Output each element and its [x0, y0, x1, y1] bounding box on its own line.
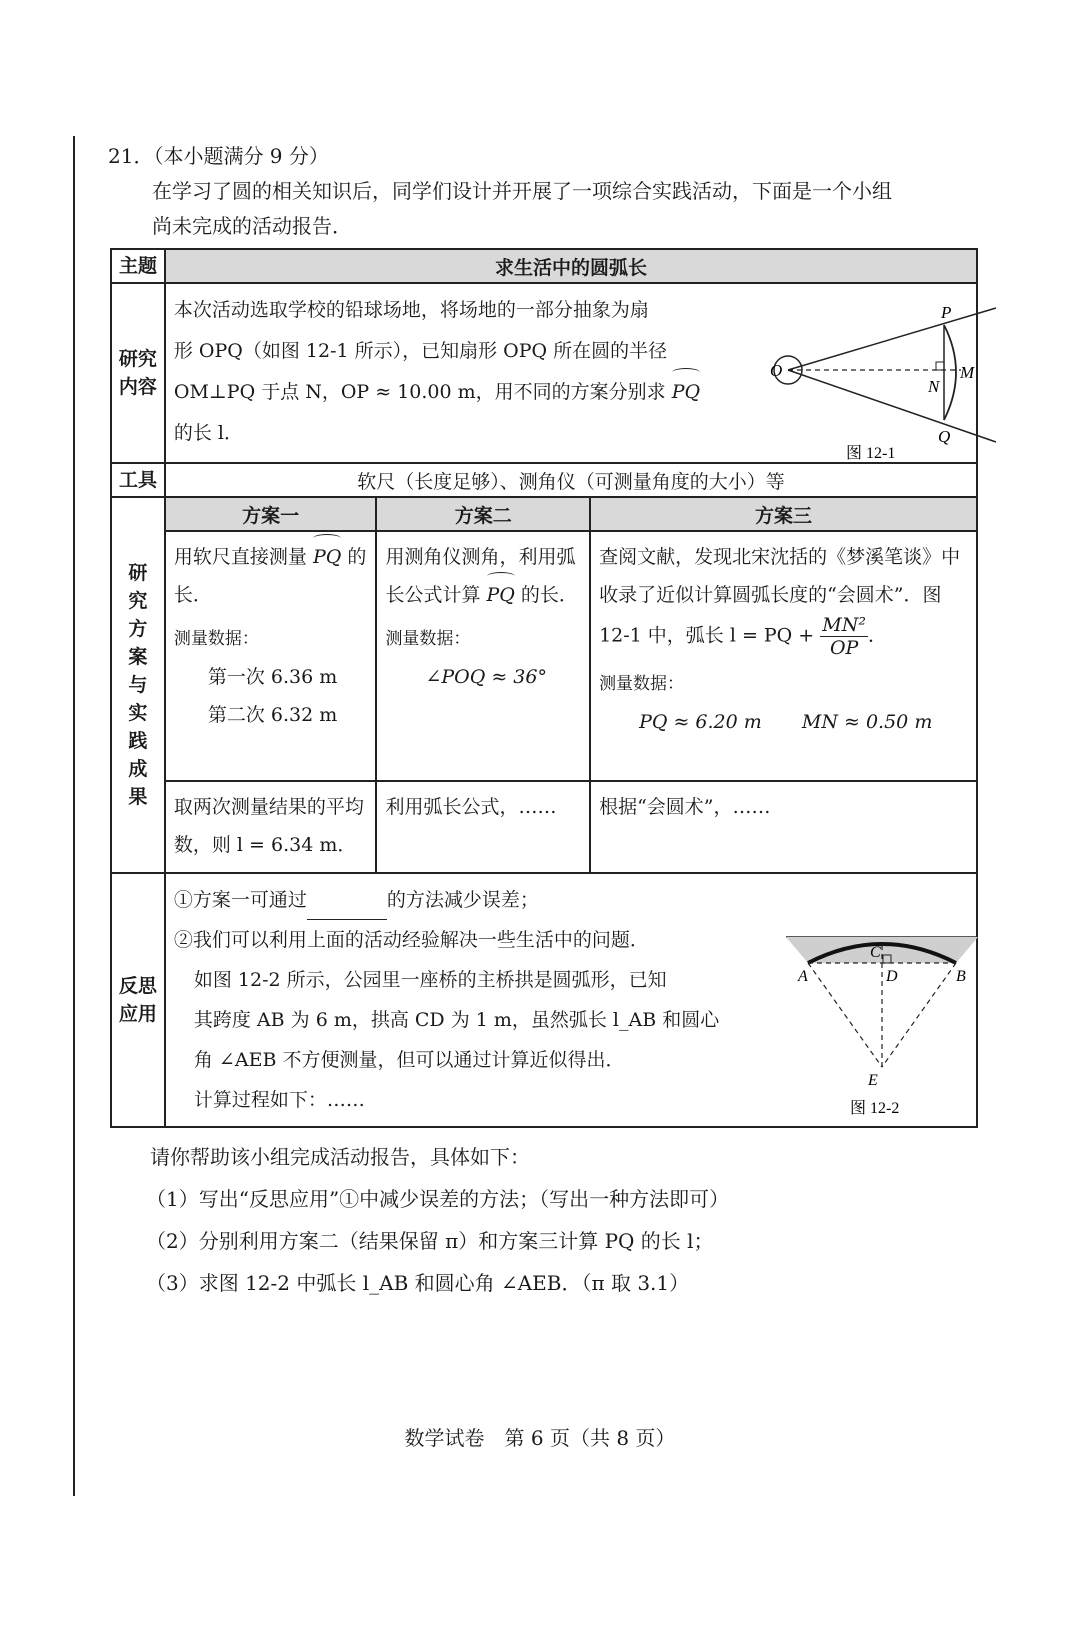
task-2: （2）分别利用方案二（结果保留 π）和方案三计算 PQ 的长 l；	[146, 1229, 714, 1253]
tool-label: 工具	[111, 463, 165, 497]
reflect-line-4: 其跨度 AB 为 6 m，拱高 CD 为 1 m，虽然弧长 l_AB 和圆心	[193, 1009, 720, 1031]
fig1-label-m: M	[959, 363, 975, 382]
question-intro-line1: 在学习了圆的相关知识后，同学们设计并开展了一项综合实践活动，下面是一个小组	[152, 179, 892, 203]
research-text-3: OM⊥PQ 于点 N，OP ≈ 10.00 m，用不同的方案分别求 PQ	[174, 372, 714, 413]
arc-pq: PQ	[672, 372, 700, 413]
research-label: 研究内容	[111, 283, 165, 463]
plan2-m1: ∠POQ ≈ 36°	[425, 666, 547, 688]
reflect-line-2: ②我们可以利用上面的活动经验解决一些生活中的问题．	[173, 929, 649, 951]
plan1-m1: 第一次 6.36 m	[207, 666, 338, 688]
margin-line	[73, 136, 75, 1496]
fig2-label-b: B	[955, 968, 966, 985]
plan2-title: 方案二	[376, 497, 590, 531]
reflect-line-6: 计算过程如下：……	[193, 1089, 365, 1111]
reflect-label: 反思应用	[111, 873, 165, 1127]
reflect-cell	[165, 873, 977, 1127]
fig2-label-c: C	[869, 944, 881, 961]
task-list	[146, 1136, 733, 1304]
reflect-line-3: 如图 12-2 所示，公园里一座桥的主桥拱是圆弧形，已知	[193, 969, 667, 991]
fig1-label-q: Q	[937, 427, 951, 446]
plan3-title: 方案三	[590, 497, 977, 531]
task-3: （3）求图 12-2 中弧长 l_AB 和圆心角 ∠AEB．（π 取 3.1）	[146, 1271, 690, 1295]
plan1-arc-pq: PQ	[313, 538, 341, 576]
page-footer: 数学试卷 第 6 页（共 8 页）	[404, 1426, 676, 1450]
plan2-result: 利用弧长公式，……	[376, 781, 590, 873]
research-text-4: 的长 l．	[173, 422, 244, 444]
research-text-2: 形 OPQ（如图 12-1 所示），已知扇形 OPQ 所在圆的半径	[173, 340, 668, 362]
plan1-body: 用软尺直接测量 PQ 的长． 测量数据： 第一次 6.36 m 第二次 6.32 m	[165, 531, 377, 781]
plan3-measurements: PQ ≈ 6.20 m MN ≈ 0.50 m	[639, 711, 933, 733]
plan1-title: 方案一	[165, 497, 377, 531]
plan1-data-label: 测量数据：	[173, 629, 259, 649]
research-content-cell	[165, 283, 977, 463]
theme-title: 求生活中的圆弧长	[165, 249, 977, 283]
plan3-fraction: $\frac{\text{MN²}}{OP}$	[822, 614, 866, 659]
plan3-data-label: 测量数据：	[599, 674, 685, 694]
fig1-label-p: P	[940, 303, 952, 322]
plan1-result: 取两次测量结果的平均数，则 l = 6.34 m．	[165, 781, 377, 873]
theme-label: 主题	[111, 249, 165, 283]
tool-text: 软尺（长度足够）、测角仪（可测量角度的大小）等	[165, 463, 977, 497]
fig2-label-a: A	[797, 968, 808, 985]
plan2-data-label: 测量数据：	[385, 629, 471, 649]
activity-report-table	[110, 248, 978, 1128]
task-1: （1）写出“反思应用”①中减少误差的方法；（写出一种方法即可）	[146, 1187, 730, 1211]
reflect-line-1: ①方案一可通过 的方法减少误差；	[174, 880, 754, 920]
fig2-label-e: E	[867, 1072, 878, 1089]
question-header: 21．（本小题满分 9 分）	[108, 144, 329, 168]
task-lead: 请你帮助该小组完成活动报告，具体如下：	[150, 1145, 530, 1169]
fig1-label-n: N	[927, 377, 940, 396]
answer-blank[interactable]	[307, 899, 387, 920]
fig2-caption: 图 12-2	[849, 1100, 900, 1117]
research-text-1: 本次活动选取学校的铅球场地，将场地的一部分抽象为扇	[173, 299, 649, 321]
question-intro-line2: 尚未完成的活动报告．	[152, 214, 352, 238]
plan2-body: 用测角仪测角，利用弧长公式计算 PQ 的长． 测量数据： ∠POQ ≈ 36°	[376, 531, 590, 781]
plan2-arc-pq: PQ	[487, 576, 515, 614]
plan1-m2: 第二次 6.32 m	[207, 704, 338, 726]
reflect-line-5: 角 ∠AEB 不方便测量，但可以通过计算近似得出．	[193, 1049, 625, 1071]
method-label: 研究方案与实践成果	[111, 497, 165, 873]
fig2-label-d: D	[885, 968, 898, 985]
plan3-result: 根据“会圆术”，……	[590, 781, 977, 873]
plan3-body: 查阅文献，发现北宋沈括的《梦溪笔谈》中收录了近似计算圆弧长度的“会圆术”．图 12-1 中，弧长 l = PQ + $\frac{\text{MN²}}{OP}$ ． 测量数据： PQ ≈ 6.20 m MN ≈ 0.50 m	[590, 531, 977, 781]
fig1-label-o: O	[769, 361, 783, 380]
figure-12-1	[766, 292, 1006, 462]
fig1-caption: 图 12-1	[845, 445, 896, 462]
figure-12-2	[786, 929, 986, 1124]
